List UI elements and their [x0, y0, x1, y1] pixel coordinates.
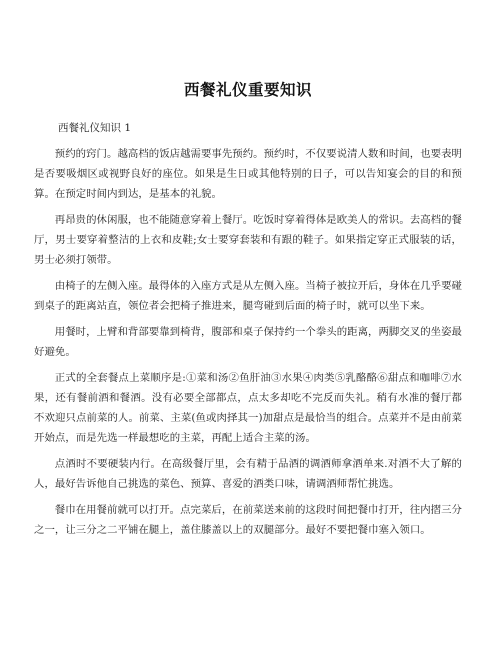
paragraph-course-order: 正式的全套餐点上菜顺序是:①菜和汤②鱼肝油③水果④肉类⑤乳酪酪⑥甜点和咖啡⑦水果，还有餐前酒和餐酒。没有必要全部都点，点太多却吃不完反而失礼。稍有水准的餐厅都不欢迎只点前菜的人。前菜、主菜(鱼或肉择其一)加甜点是最恰当的组合。点菜并不是由前菜开始点，而是先选一样最想吃的主菜，再配上适合主菜的汤。 [34, 372, 462, 444]
paragraph-dress-code: 再昂贵的休闲服，也不能随意穿着上餐厅。吃饭时穿着得体是欧美人的常识。去高档的餐厅，男士要穿着整洁的上衣和皮鞋;女士要穿套装和有跟的鞋子。如果指定穿正式服装的话，男士必须打领带。 [34, 214, 462, 266]
paragraph-napkin: 餐巾在用餐前就可以打开。点完菜后，在前菜送来前的这段时间把餐巾打开，往内摺三分之一，让三分之二平铺在腿上，盖住膝盖以上的双腿部分。最好不要把餐巾塞入领口。 [34, 504, 462, 536]
paragraph-seating: 由椅子的左侧入座。最得体的入座方式是从左侧入座。当椅子被拉开后，身体在几乎要碰到桌子的距离站直，领位者会把椅子推进来，腿弯碰到后面的椅子时，就可以坐下来。 [34, 280, 462, 312]
page-title: 西餐礼仪重要知识 [183, 80, 312, 99]
paragraph-wine: 点酒时不要硬装内行。在高级餐厅里，会有精于品酒的调酒师拿酒单来.对酒不大了解的人，最好告诉他自己挑选的菜色、预算、喜爱的酒类口味，请调酒师帮忙挑选。 [34, 458, 462, 490]
paragraph-posture: 用餐时，上臂和背部要靠到椅背，腹部和桌子保持约一个拳头的距离，两脚交叉的坐姿最好避免。 [34, 326, 462, 358]
paragraph-reservation: 预约的窍门。越高档的饭店越需要事先预约。预约时，不仅要说清人数和时间，也要表明是否要吸烟区或视野良好的座位。如果是生日或其他特别的日子，可以告知宴会的目的和预算。在预定时间内到达，是基本的礼貌。 [34, 148, 462, 200]
section-subheading: 西餐礼仪知识 1 [58, 122, 132, 134]
